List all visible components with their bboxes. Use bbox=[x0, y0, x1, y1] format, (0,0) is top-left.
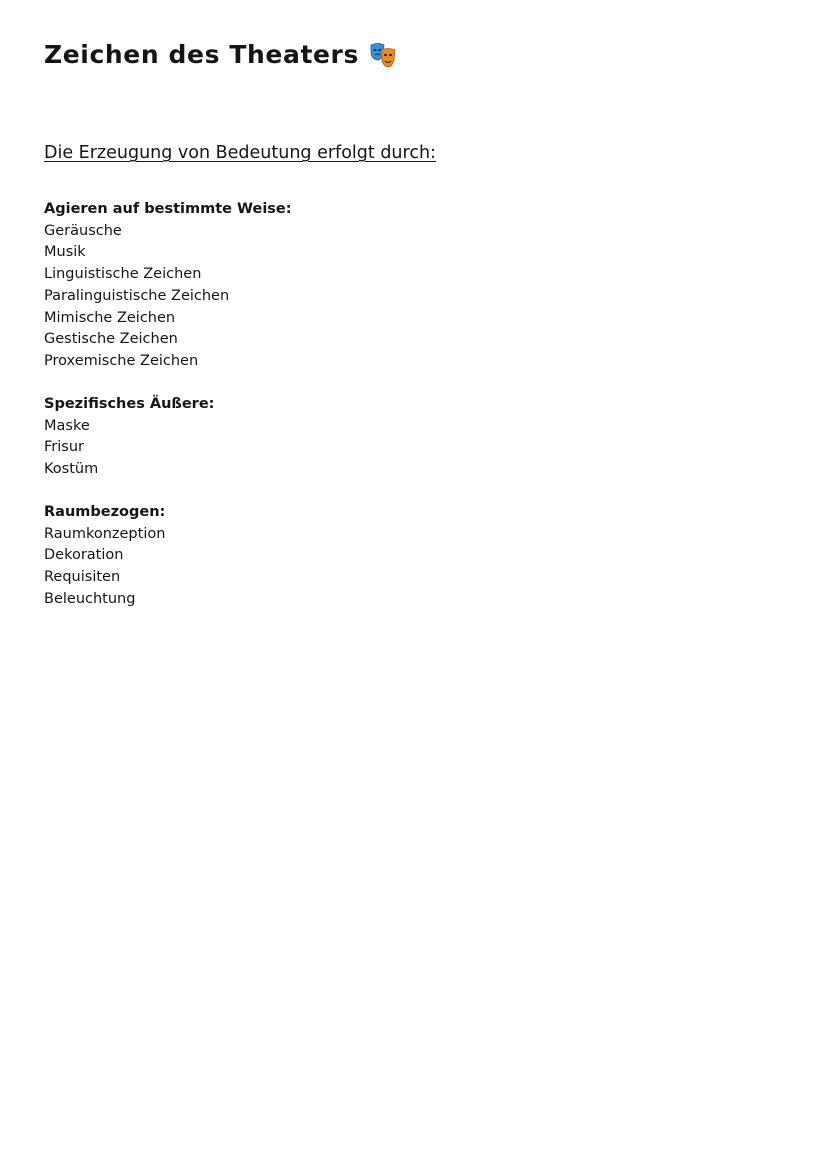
list-item: Kostüm bbox=[44, 461, 99, 478]
section-heading: Spezifisches Äußere: bbox=[44, 396, 215, 412]
section-raumbezogen bbox=[44, 502, 165, 611]
list-item: Musik bbox=[44, 244, 86, 261]
list-item: Gestische Zeichen bbox=[44, 331, 178, 348]
list-item: Mimische Zeichen bbox=[44, 309, 176, 326]
section-heading: Agieren auf bestimmte Weise: bbox=[44, 201, 292, 217]
list-item: Maske bbox=[44, 417, 90, 434]
list-item: Raumkonzeption bbox=[44, 525, 166, 542]
section-heading: Raumbezogen: bbox=[44, 504, 166, 520]
list-item: Paralinguistische Zeichen bbox=[44, 287, 230, 304]
list-item: Proxemische Zeichen bbox=[44, 352, 199, 369]
list-item: Requisiten bbox=[44, 569, 121, 586]
list-item: Dekoration bbox=[44, 547, 124, 564]
list-item: Beleuchtung bbox=[44, 590, 136, 607]
subtitle: Die Erzeugung von Bedeutung erfolgt durch: bbox=[44, 143, 436, 163]
section-aeussere bbox=[44, 394, 214, 481]
section-agieren bbox=[44, 199, 292, 373]
page-title: Zeichen des Theaters bbox=[44, 40, 359, 69]
theater-masks-icon bbox=[369, 42, 397, 68]
list-item: Frisur bbox=[44, 439, 84, 456]
list-item: Linguistische Zeichen bbox=[44, 266, 202, 283]
title-row bbox=[44, 40, 397, 69]
list-item: Geräusche bbox=[44, 222, 122, 239]
